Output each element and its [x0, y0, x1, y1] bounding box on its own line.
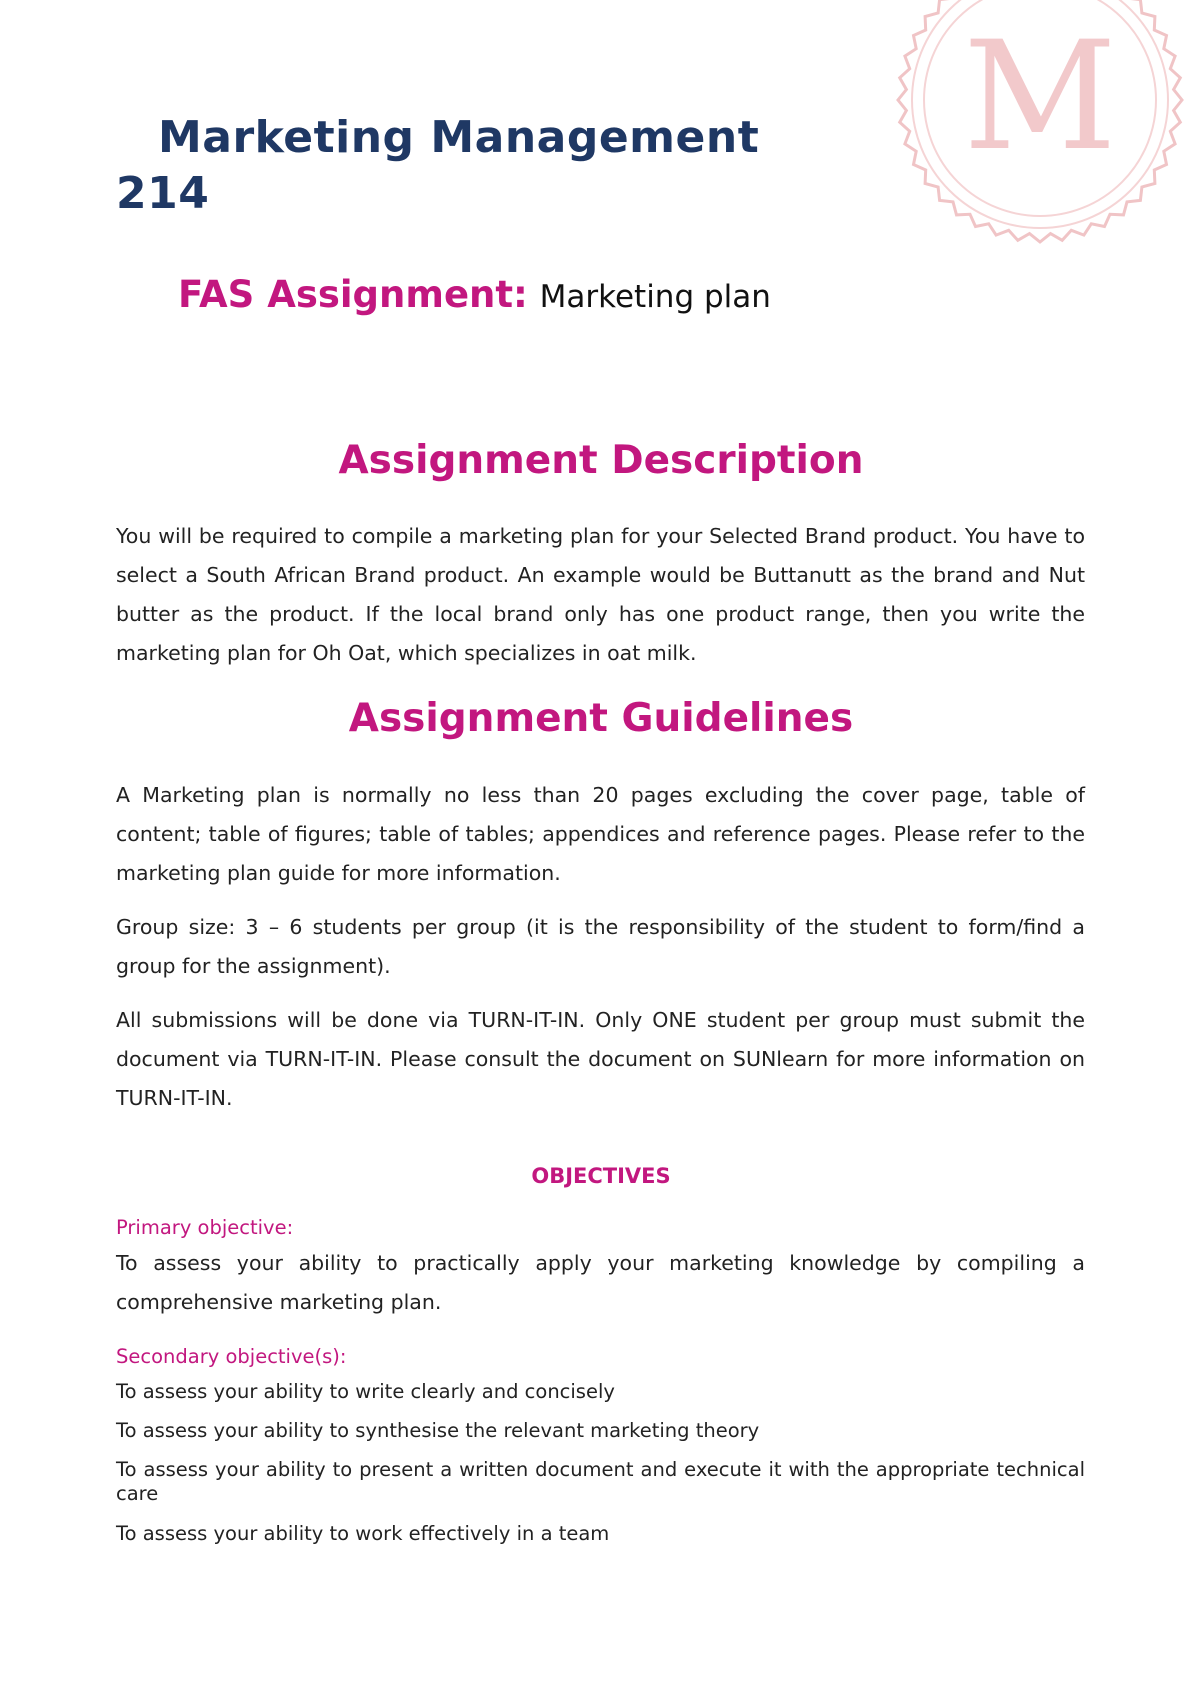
objectives-heading: OBJECTIVES	[531, 1164, 671, 1188]
assignment-value: Marketing plan	[539, 279, 771, 315]
secondary-objective-item: To assess your ability to synthesise the relevant marketing theory	[116, 1419, 760, 1442]
secondary-objective-label: Secondary objective(s):	[116, 1345, 347, 1368]
secondary-objective-item: To assess your ability to write clearly and concisely	[116, 1380, 615, 1403]
guideline-group-size: Group size: 3 – 6 students per group (it is the responsibility of the student to form/find a group for the assignment).	[116, 915, 1085, 978]
primary-objective-label: Primary objective:	[116, 1216, 294, 1239]
assignment-title	[178, 272, 771, 320]
guideline-page-count: A Marketing plan is normally no less than 20 pages excluding the cover page, table of content; table of figures; table of tables; appendices and reference pages. Please refer to the marketing plan guide for more information.	[116, 783, 1085, 885]
course-title-text: Marketing Management 214	[116, 112, 760, 219]
course-title	[116, 110, 816, 222]
description-heading: Assignment Description	[338, 438, 864, 483]
description-paragraph: You will be required to compile a marketing plan for your Selected Brand product. You have to select a South African Brand product. An example would be Buttanutt as the brand and Nut butter as the product. If the local brand only has one product range, then you write the marketing plan for Oh Oat, which specializes in oat milk.	[116, 524, 1085, 665]
secondary-objective-item: To assess your ability to present a written document and execute it with the appropriate technical care	[116, 1458, 1085, 1505]
guideline-submission: All submissions will be done via TURN-IT-IN. Only ONE student per group must submit the document via TURN-IT-IN. Please consult the document on SUNlearn for more information on TURN-IT-IN.	[116, 1008, 1085, 1110]
primary-objective-text: To assess your ability to practically apply your marketing knowledge by compiling a comprehensive marketing plan.	[116, 1251, 1085, 1314]
guidelines-heading: Assignment Guidelines	[348, 696, 854, 741]
university-seal-watermark	[890, 0, 1190, 290]
assignment-label: FAS Assignment:	[178, 273, 528, 316]
seal-letter: M	[963, 10, 1117, 184]
secondary-objective-item: To assess your ability to work effectively in a team	[116, 1522, 610, 1545]
